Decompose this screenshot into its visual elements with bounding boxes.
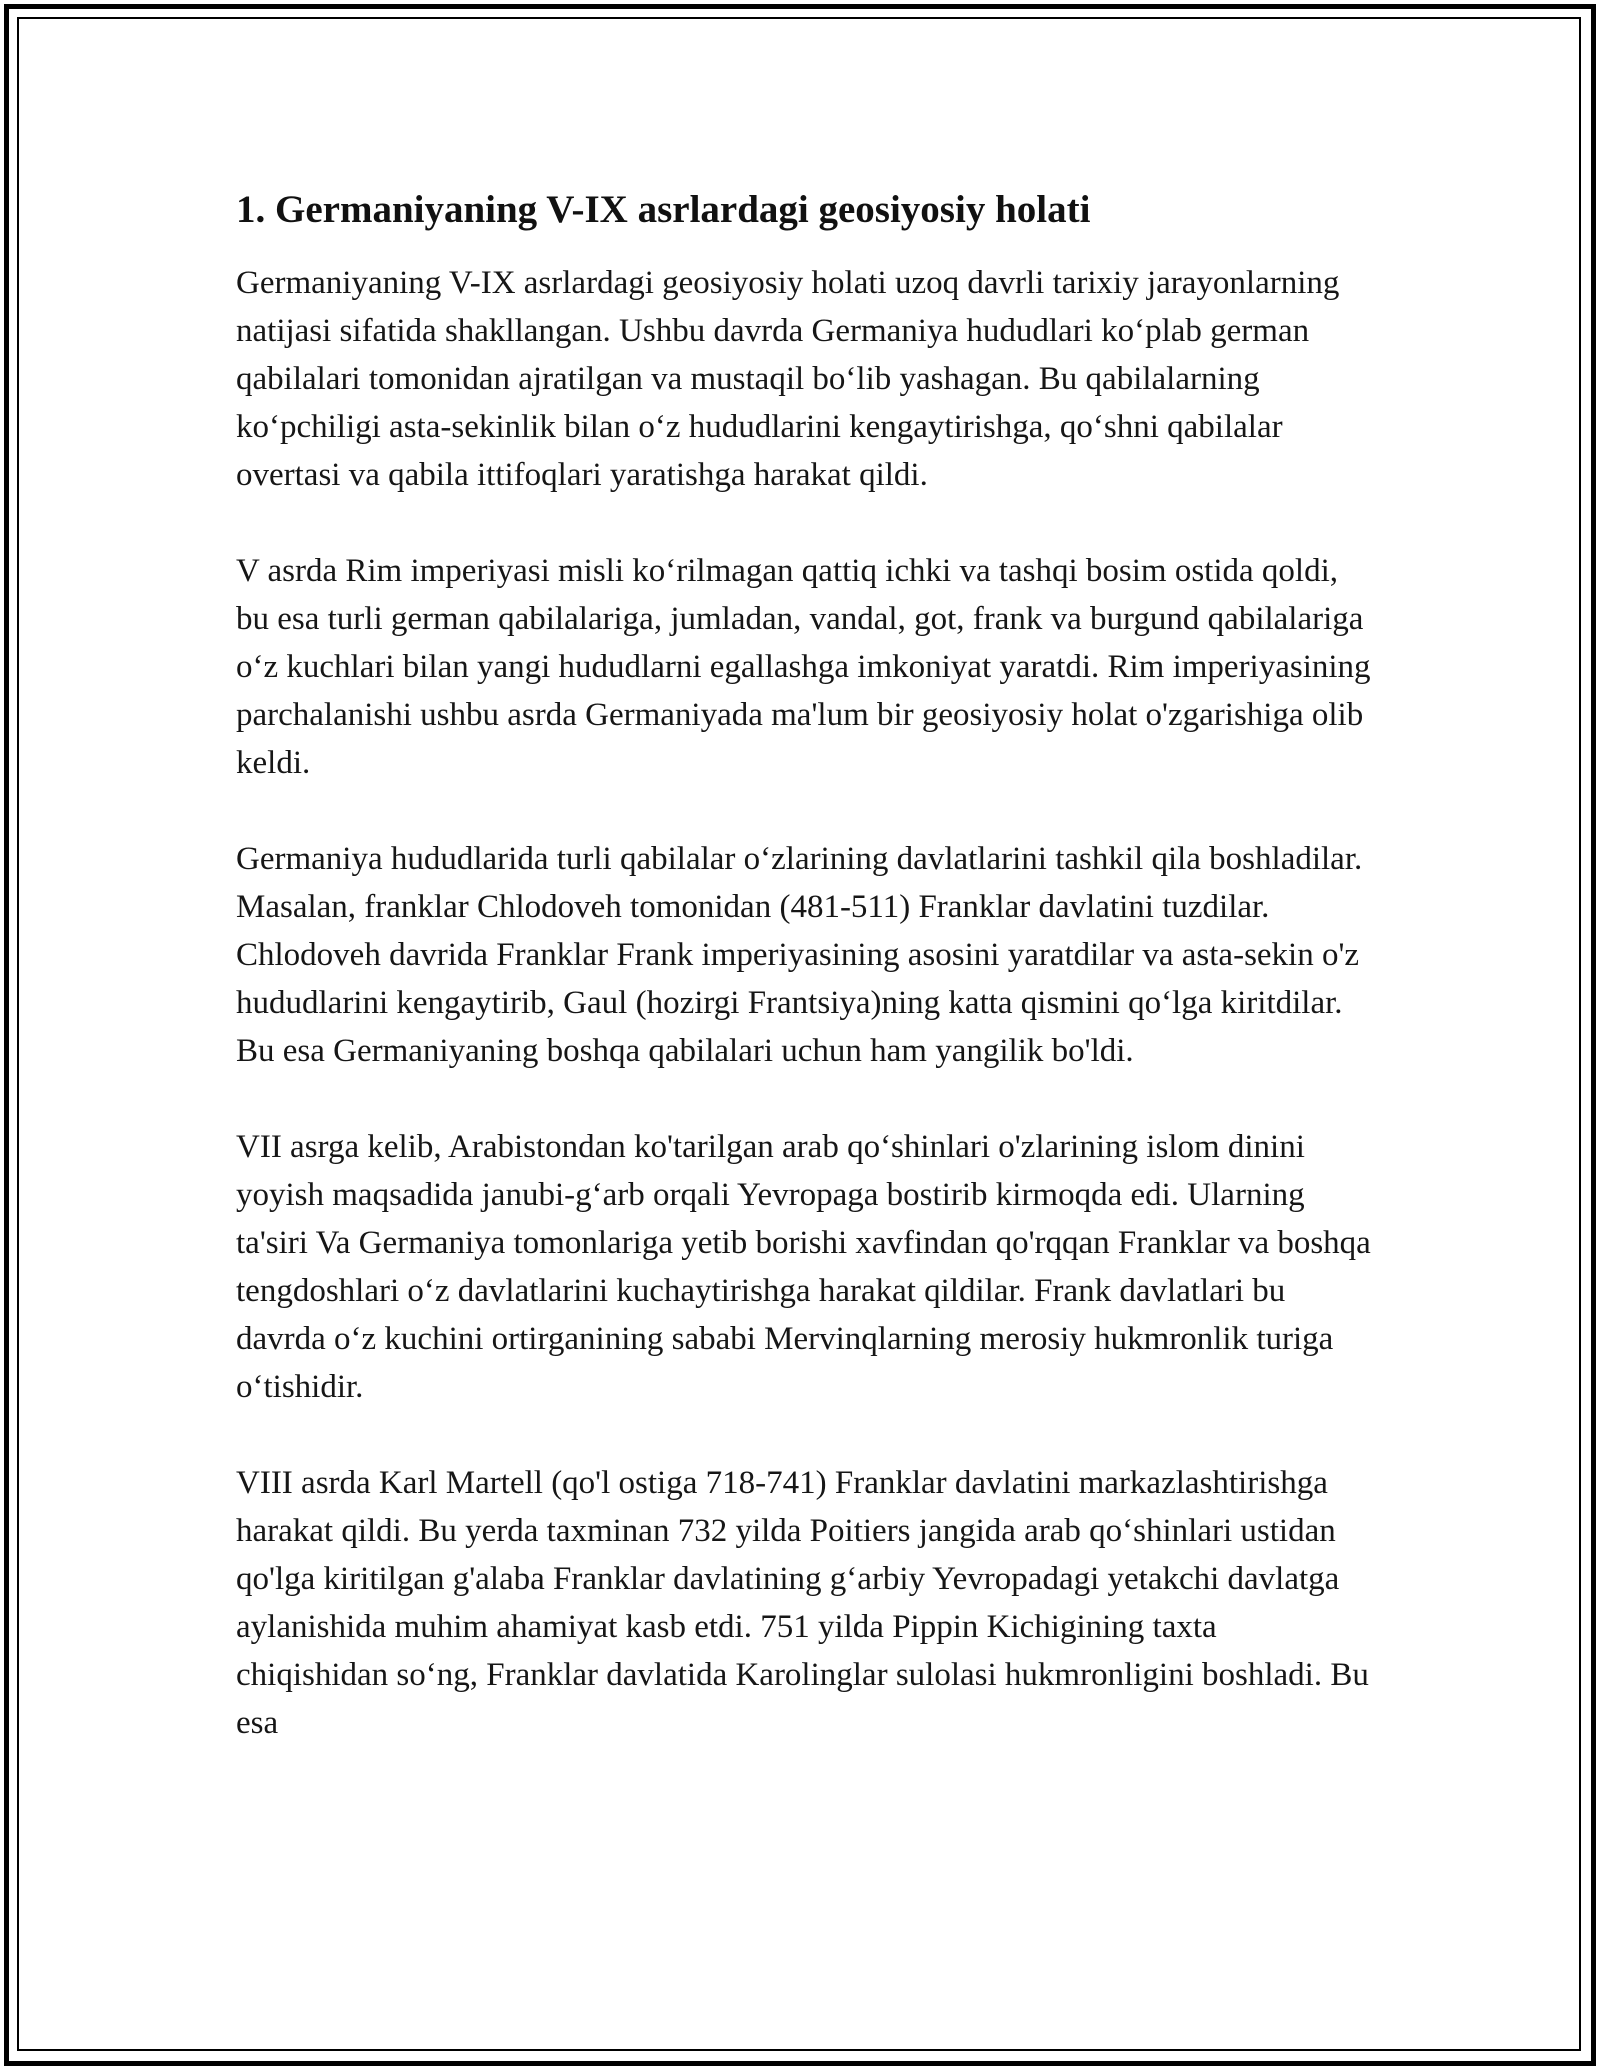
paragraph-1: Germaniyaning V-IX asrlardagi geosiyosiy holati uzoq davrli tarixiy jarayonlarning natijasi sifatida shakllangan. Ushbu davrda Germaniya hududlari ko‘plab german qabilalari tomonidan ajratilgan va mustaqil bo‘lib yashagan. Bu qabilalarning ko‘pchiligi asta-sekinlik bilan o‘z hududlarini kengaytirishga, qo‘shni qabilalar overtasi va qabila ittifoqlari yaratishga harakat qildi. (236, 265, 1340, 493)
paragraph-2: V asrda Rim imperiyasi misli ko‘rilmagan qattiq ichki va tashqi bosim ostida qoldi, bu esa turli german qabilalariga, jumladan, vandal, got, frank va burgund qabilalariga o‘z kuchlari bilan yangi hududlarni egallashga imkoniyat yaratdi. Rim imperiyasining parchalanishi ushbu asrda Germaniyada ma'lum bir geosiyosiy holat o'zgarishiga olib keldi. (236, 553, 1371, 781)
document-body (236, 185, 1376, 1795)
paragraph-4: VII asrga kelib, Arabistondan ko'tarilgan arab qo‘shinlari o'zlarining islom dinini yoyish maqsadida janubi-g‘arb orqali Yevropaga bostirib kirmoqda edi. Ularning ta'siri Va Germaniya tomonlariga yetib borishi xavfindan qo'rqqan Franklar va boshqa tengdoshlari o‘z davlatlarini kuchaytirishga harakat qildilar. Frank davlatlari bu davrda o‘z kuchini ortirganining sababi Mervinqlarning merosiy hukmronlik turiga o‘tishidir. (236, 1129, 1371, 1405)
paragraph-3: Germaniya hududlarida turli qabilalar o‘zlarining davlatlarini tashkil qila boshladilar. Masalan, franklar Chlodoveh tomonidan (481-511) Franklar davlatini tuzdilar. Chlodoveh davrida Franklar Frank imperiyasining asosini yaratdilar va asta-sekin o'z hududlarini kengaytirib, Gaul (hozirgi Frantsiya)ning katta qismini qo‘lga kiritdilar. Bu esa Germaniyaning boshqa qabilalari uchun ham yangilik bo'ldi. (236, 841, 1363, 1069)
section-heading: 1. Germaniyaning V-IX asrlardagi geosiyosiy holati (236, 188, 1091, 231)
paragraph-5: VIII asrda Karl Martell (qo'l ostiga 718-741) Franklar davlatini markazlashtirishga harakat qildi. Bu yerda taxminan 732 yilda Poitiers jangida arab qo‘shinlari ustidan qo'lga kiritilgan g'alaba Franklar davlatining g‘arbiy Yevropadagi yetakchi davlatga aylanishida muhim ahamiyat kasb etdi. 751 yilda Pippin Kichigining taxta chiqishidan so‘ng, Franklar davlatida Karolinglar sulolasi hukmronligini boshladi. Bu esa (236, 1465, 1369, 1741)
